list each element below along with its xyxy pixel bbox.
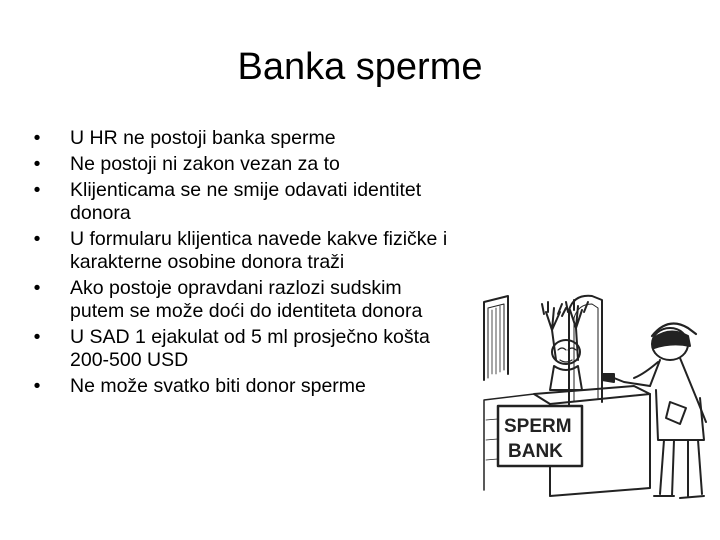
- bullet-marker: •: [33, 153, 41, 175]
- bullet-marker: •: [33, 127, 41, 149]
- bullet-item: [30, 153, 455, 176]
- robber-legs: [660, 440, 702, 496]
- bullet-marker: •: [33, 179, 41, 201]
- sign-line-2: BANK: [508, 441, 563, 462]
- bullet-marker: •: [33, 326, 41, 348]
- bullet-item: [30, 179, 455, 225]
- robber-arm: [614, 378, 650, 386]
- sign-line-1: SPERM: [504, 416, 572, 437]
- teller-head: [552, 340, 580, 364]
- bullet-text: Ne postoji ni zakon vezan za to: [70, 153, 340, 175]
- bullet-marker: •: [33, 375, 41, 397]
- bullet-item: [30, 375, 455, 398]
- bullet-item: [30, 127, 455, 150]
- robber-mask: [654, 331, 690, 348]
- bullet-item: [30, 326, 455, 372]
- teller-body: [550, 366, 582, 390]
- bullet-text: Klijenticama se ne smije odavati identitet donora: [70, 179, 422, 224]
- slide-title: Banka sperme: [237, 46, 483, 88]
- bullet-text: U SAD 1 ejakulat od 5 ml prosječno košta 200-500 USD: [70, 326, 430, 371]
- bullet-text: U formularu klijentica navede kakve fizičke i karakterne osobine donora traži: [70, 228, 448, 273]
- bullet-list: [30, 127, 455, 401]
- gun-icon: [602, 374, 614, 382]
- robber-bag: [666, 402, 686, 424]
- bullet-text: Ne može svatko biti donor sperme: [70, 375, 366, 397]
- bullet-text: Ako postoje opravdani razlozi sudskim putem se može doći do identiteta donora: [70, 277, 423, 322]
- sperm-bank-robbery-cartoon: [474, 290, 720, 505]
- counter-top: [534, 386, 650, 404]
- bullet-item: [30, 228, 455, 274]
- bullet-marker: •: [33, 277, 41, 299]
- robber-body: [650, 358, 706, 422]
- bullet-text: U HR ne postoji banka sperme: [70, 127, 336, 149]
- bullet-item: [30, 277, 455, 323]
- bullet-marker: •: [33, 228, 41, 250]
